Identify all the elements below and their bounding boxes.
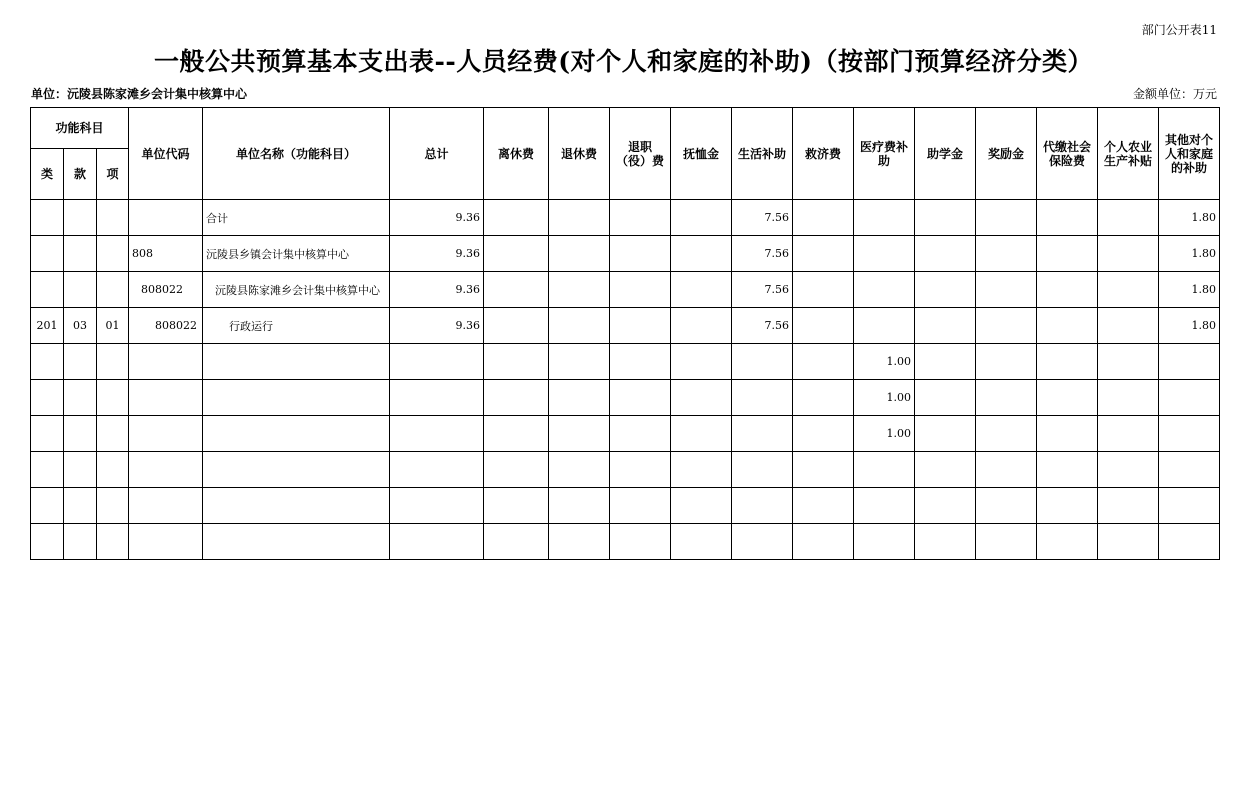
cell-jiangli bbox=[976, 488, 1037, 524]
cell-daijiao bbox=[1037, 200, 1098, 236]
cell-kuan: 03 bbox=[64, 308, 97, 344]
cell-xiang: 01 bbox=[97, 308, 129, 344]
cell-lei bbox=[31, 200, 64, 236]
cell-xiang bbox=[97, 272, 129, 308]
cell-jiangli bbox=[976, 524, 1037, 560]
cell-nongye bbox=[1098, 452, 1159, 488]
cell-zhuxue bbox=[915, 272, 976, 308]
cell-unit-code bbox=[129, 380, 203, 416]
cell-lei bbox=[31, 488, 64, 524]
cell-jiuji bbox=[793, 200, 854, 236]
cell-daijiao bbox=[1037, 416, 1098, 452]
cell-total bbox=[390, 344, 484, 380]
cell-total: 9.36 bbox=[390, 308, 484, 344]
cell-unit-code: 808022 bbox=[129, 272, 203, 308]
cell-lixiu bbox=[484, 272, 549, 308]
cell-qita: 1.80 bbox=[1159, 308, 1220, 344]
table-row bbox=[31, 488, 1220, 524]
cell-tuixiu bbox=[549, 416, 610, 452]
cell-zhuxue bbox=[915, 452, 976, 488]
budget-table bbox=[30, 107, 1220, 560]
cell-jiangli bbox=[976, 200, 1037, 236]
cell-shenghuo bbox=[732, 416, 793, 452]
cell-daijiao bbox=[1037, 488, 1098, 524]
cell-qita: 1.80 bbox=[1159, 236, 1220, 272]
cell-xiang bbox=[97, 452, 129, 488]
cell-unit-name bbox=[203, 416, 390, 452]
cell-daijiao bbox=[1037, 272, 1098, 308]
cell-unit-name bbox=[203, 452, 390, 488]
header-jiangli: 奖励金 bbox=[976, 108, 1037, 200]
cell-unit-code: 808022 bbox=[129, 308, 203, 344]
cell-shenghuo bbox=[732, 488, 793, 524]
cell-zhuxue bbox=[915, 344, 976, 380]
cell-yiliao bbox=[854, 308, 915, 344]
cell-total: 9.36 bbox=[390, 236, 484, 272]
cell-fuxu bbox=[671, 344, 732, 380]
header-zhuxue: 助学金 bbox=[915, 108, 976, 200]
cell-lixiu bbox=[484, 524, 549, 560]
cell-jiuji bbox=[793, 344, 854, 380]
form-number-label: 部门公开表11 bbox=[1141, 23, 1217, 37]
cell-shenghuo bbox=[732, 452, 793, 488]
cell-jiangli bbox=[976, 236, 1037, 272]
cell-jiangli bbox=[976, 380, 1037, 416]
cell-total bbox=[390, 488, 484, 524]
cell-qita bbox=[1159, 488, 1220, 524]
cell-tuixiu bbox=[549, 452, 610, 488]
cell-tuizhi bbox=[610, 308, 671, 344]
cell-unit-name: 沅陵县陈家滩乡会计集中核算中心 bbox=[203, 272, 390, 308]
cell-fuxu bbox=[671, 272, 732, 308]
cell-jiuji bbox=[793, 380, 854, 416]
cell-tuixiu bbox=[549, 236, 610, 272]
cell-lixiu bbox=[484, 452, 549, 488]
cell-kuan bbox=[64, 344, 97, 380]
table-row bbox=[31, 380, 1220, 416]
cell-xiang bbox=[97, 524, 129, 560]
cell-nongye bbox=[1098, 488, 1159, 524]
cell-jiuji bbox=[793, 452, 854, 488]
cell-fuxu bbox=[671, 200, 732, 236]
cell-zhuxue bbox=[915, 308, 976, 344]
cell-yiliao: 1.00 bbox=[854, 380, 915, 416]
table-row bbox=[31, 200, 1220, 236]
cell-tuizhi bbox=[610, 200, 671, 236]
header-fuxu: 抚恤金 bbox=[671, 108, 732, 200]
cell-lixiu bbox=[484, 308, 549, 344]
header-total: 总计 bbox=[390, 108, 484, 200]
cell-jiangli bbox=[976, 416, 1037, 452]
header-unit-code: 单位代码 bbox=[129, 108, 203, 200]
page-title: 一般公共预算基本支出表--人员经费(对个人和家庭的补助)（按部门预算经济分类） bbox=[154, 47, 1093, 76]
header-xiang: 项 bbox=[97, 149, 129, 200]
cell-lei bbox=[31, 236, 64, 272]
cell-lixiu bbox=[484, 200, 549, 236]
cell-lixiu bbox=[484, 236, 549, 272]
cell-yiliao bbox=[854, 488, 915, 524]
cell-nongye bbox=[1098, 236, 1159, 272]
cell-yiliao: 1.00 bbox=[854, 344, 915, 380]
cell-yiliao: 1.00 bbox=[854, 416, 915, 452]
cell-jiuji bbox=[793, 416, 854, 452]
cell-total bbox=[390, 380, 484, 416]
cell-zhuxue bbox=[915, 200, 976, 236]
cell-lei bbox=[31, 380, 64, 416]
table-row bbox=[31, 524, 1220, 560]
cell-tuixiu bbox=[549, 272, 610, 308]
cell-zhuxue bbox=[915, 488, 976, 524]
cell-tuixiu bbox=[549, 308, 610, 344]
cell-qita bbox=[1159, 344, 1220, 380]
cell-qita bbox=[1159, 380, 1220, 416]
cell-tuizhi bbox=[610, 488, 671, 524]
cell-unit-code bbox=[129, 344, 203, 380]
cell-zhuxue bbox=[915, 524, 976, 560]
cell-jiangli bbox=[976, 308, 1037, 344]
cell-jiangli bbox=[976, 272, 1037, 308]
cell-qita: 1.80 bbox=[1159, 200, 1220, 236]
cell-lixiu bbox=[484, 416, 549, 452]
header-lixiu: 离休费 bbox=[484, 108, 549, 200]
cell-jiuji bbox=[793, 272, 854, 308]
cell-daijiao bbox=[1037, 344, 1098, 380]
cell-unit-name bbox=[203, 344, 390, 380]
cell-kuan bbox=[64, 380, 97, 416]
header-func-subject: 功能科目 bbox=[31, 108, 129, 149]
header-qita: 其他对个人和家庭的补助 bbox=[1159, 108, 1220, 200]
header-nongye: 个人农业生产补贴 bbox=[1098, 108, 1159, 200]
cell-tuixiu bbox=[549, 488, 610, 524]
cell-jiangli bbox=[976, 344, 1037, 380]
cell-daijiao bbox=[1037, 452, 1098, 488]
cell-unit-code bbox=[129, 488, 203, 524]
cell-total bbox=[390, 524, 484, 560]
cell-jiuji bbox=[793, 308, 854, 344]
cell-kuan bbox=[64, 524, 97, 560]
cell-lixiu bbox=[484, 344, 549, 380]
cell-xiang bbox=[97, 344, 129, 380]
cell-kuan bbox=[64, 488, 97, 524]
cell-tuixiu bbox=[549, 344, 610, 380]
cell-kuan bbox=[64, 416, 97, 452]
cell-xiang bbox=[97, 416, 129, 452]
header-lei: 类 bbox=[31, 149, 64, 200]
cell-daijiao bbox=[1037, 308, 1098, 344]
cell-xiang bbox=[97, 200, 129, 236]
table-row bbox=[31, 272, 1220, 308]
cell-jiuji bbox=[793, 236, 854, 272]
cell-xiang bbox=[97, 488, 129, 524]
cell-unit-code: 808 bbox=[129, 236, 203, 272]
cell-xiang bbox=[97, 236, 129, 272]
table-row bbox=[31, 452, 1220, 488]
cell-fuxu bbox=[671, 452, 732, 488]
cell-fuxu bbox=[671, 236, 732, 272]
cell-shenghuo bbox=[732, 380, 793, 416]
cell-shenghuo bbox=[732, 524, 793, 560]
cell-nongye bbox=[1098, 344, 1159, 380]
header-tuixiu: 退休费 bbox=[549, 108, 610, 200]
cell-shenghuo: 7.56 bbox=[732, 200, 793, 236]
cell-tuizhi bbox=[610, 524, 671, 560]
cell-unit-name: 行政运行 bbox=[203, 308, 390, 344]
table-row bbox=[31, 308, 1220, 344]
cell-nongye bbox=[1098, 416, 1159, 452]
cell-jiuji bbox=[793, 524, 854, 560]
cell-qita bbox=[1159, 524, 1220, 560]
cell-tuizhi bbox=[610, 380, 671, 416]
cell-yiliao bbox=[854, 236, 915, 272]
cell-unit-code bbox=[129, 524, 203, 560]
cell-daijiao bbox=[1037, 524, 1098, 560]
cell-nongye bbox=[1098, 308, 1159, 344]
cell-tuizhi bbox=[610, 272, 671, 308]
cell-unit-name: 合计 bbox=[203, 200, 390, 236]
cell-kuan bbox=[64, 452, 97, 488]
table-row bbox=[31, 236, 1220, 272]
cell-yiliao bbox=[854, 200, 915, 236]
cell-jiuji bbox=[793, 488, 854, 524]
amount-unit-label: 金额单位：万元 bbox=[1132, 87, 1217, 101]
cell-jiangli bbox=[976, 452, 1037, 488]
cell-unit-code bbox=[129, 416, 203, 452]
header-jiuji: 救济费 bbox=[793, 108, 854, 200]
cell-unit-code bbox=[129, 200, 203, 236]
cell-kuan bbox=[64, 200, 97, 236]
cell-unit-code bbox=[129, 452, 203, 488]
header-daijiao: 代缴社会保险费 bbox=[1037, 108, 1098, 200]
header-yiliao: 医疗费补助 bbox=[854, 108, 915, 200]
cell-kuan bbox=[64, 272, 97, 308]
cell-nongye bbox=[1098, 200, 1159, 236]
cell-yiliao bbox=[854, 452, 915, 488]
cell-daijiao bbox=[1037, 236, 1098, 272]
cell-lixiu bbox=[484, 488, 549, 524]
cell-unit-name bbox=[203, 488, 390, 524]
cell-zhuxue bbox=[915, 416, 976, 452]
cell-xiang bbox=[97, 380, 129, 416]
unit-label: 单位：沅陵县陈家滩乡会计集中核算中心 bbox=[31, 87, 248, 101]
cell-tuizhi bbox=[610, 344, 671, 380]
cell-shenghuo: 7.56 bbox=[732, 236, 793, 272]
cell-yiliao bbox=[854, 272, 915, 308]
cell-lixiu bbox=[484, 380, 549, 416]
cell-nongye bbox=[1098, 524, 1159, 560]
header-shenghuo: 生活补助 bbox=[732, 108, 793, 200]
cell-shenghuo: 7.56 bbox=[732, 308, 793, 344]
cell-zhuxue bbox=[915, 236, 976, 272]
cell-qita bbox=[1159, 452, 1220, 488]
cell-qita: 1.80 bbox=[1159, 272, 1220, 308]
cell-fuxu bbox=[671, 416, 732, 452]
cell-nongye bbox=[1098, 380, 1159, 416]
table-body bbox=[31, 200, 1220, 560]
cell-tuizhi bbox=[610, 236, 671, 272]
cell-zhuxue bbox=[915, 380, 976, 416]
header-tuizhi: 退职（役）费 bbox=[610, 108, 671, 200]
header-unit-name: 单位名称（功能科目） bbox=[203, 108, 390, 200]
header-kuan: 款 bbox=[64, 149, 97, 200]
cell-total bbox=[390, 416, 484, 452]
cell-lei bbox=[31, 452, 64, 488]
cell-tuixiu bbox=[549, 200, 610, 236]
cell-shenghuo: 7.56 bbox=[732, 272, 793, 308]
cell-lei: 201 bbox=[31, 308, 64, 344]
cell-lei bbox=[31, 272, 64, 308]
table-row bbox=[31, 416, 1220, 452]
cell-unit-name: 沅陵县乡镇会计集中核算中心 bbox=[203, 236, 390, 272]
cell-total: 9.36 bbox=[390, 200, 484, 236]
table-row bbox=[31, 344, 1220, 380]
cell-kuan bbox=[64, 236, 97, 272]
cell-lei bbox=[31, 416, 64, 452]
cell-total bbox=[390, 452, 484, 488]
cell-lei bbox=[31, 524, 64, 560]
cell-tuizhi bbox=[610, 452, 671, 488]
cell-tuixiu bbox=[549, 524, 610, 560]
cell-shenghuo bbox=[732, 344, 793, 380]
cell-nongye bbox=[1098, 272, 1159, 308]
cell-unit-name bbox=[203, 380, 390, 416]
cell-daijiao bbox=[1037, 380, 1098, 416]
cell-lei bbox=[31, 344, 64, 380]
cell-unit-name bbox=[203, 524, 390, 560]
cell-tuixiu bbox=[549, 380, 610, 416]
cell-fuxu bbox=[671, 308, 732, 344]
cell-fuxu bbox=[671, 488, 732, 524]
cell-fuxu bbox=[671, 524, 732, 560]
cell-tuizhi bbox=[610, 416, 671, 452]
cell-total: 9.36 bbox=[390, 272, 484, 308]
cell-fuxu bbox=[671, 380, 732, 416]
cell-qita bbox=[1159, 416, 1220, 452]
cell-yiliao bbox=[854, 524, 915, 560]
